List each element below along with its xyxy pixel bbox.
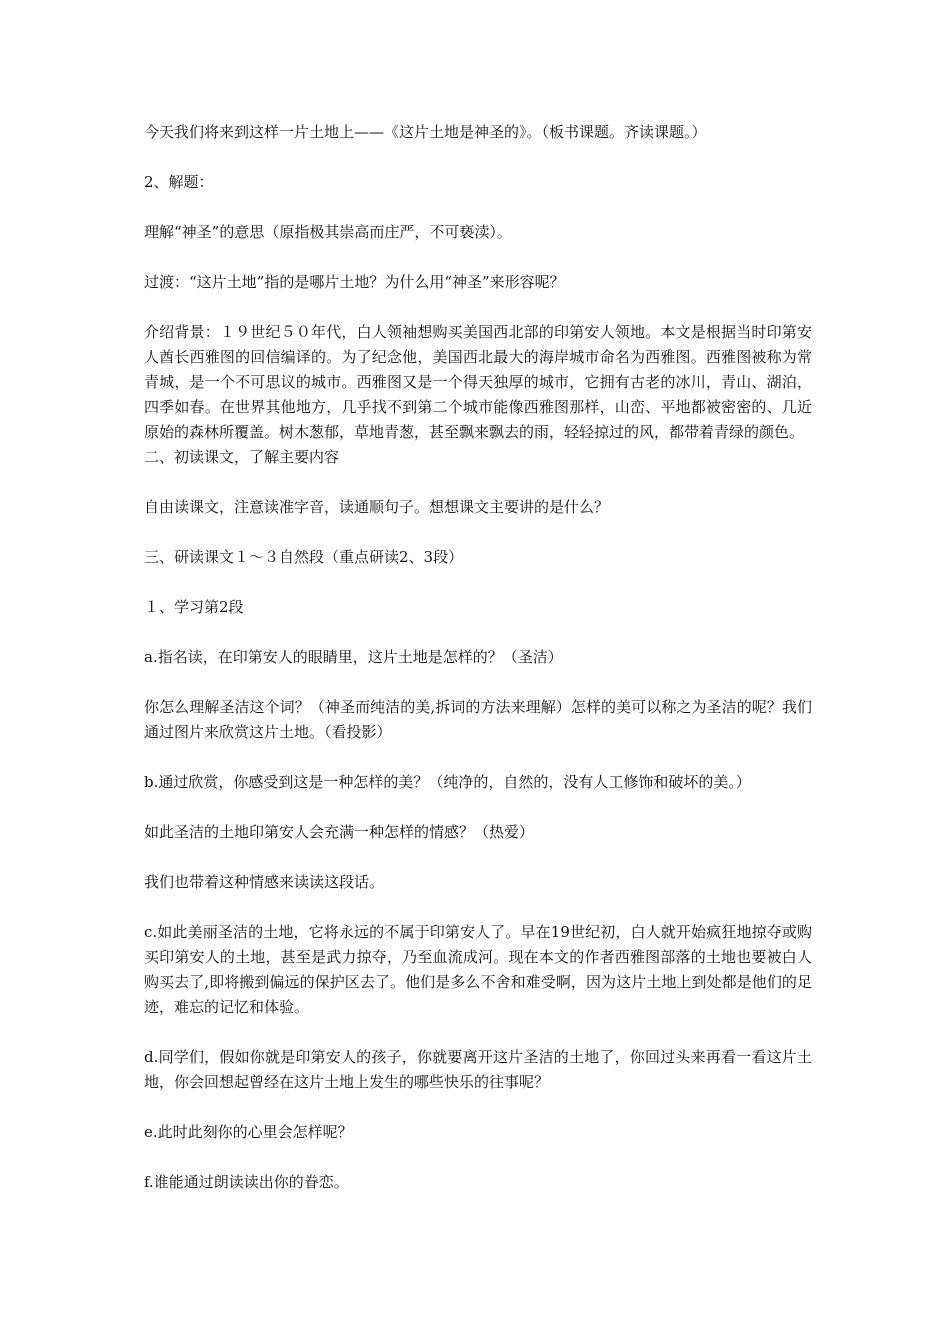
paragraph-shengjie-understanding: 你怎么理解圣洁这个词？（神圣而纯洁的美,拆词的方法来理解）怎样的美可以称之为圣洁的呢？我们通过图片来欣赏这片土地。（看投影） bbox=[144, 698, 812, 741]
item-b: b.通过欣赏，你感受到这是一种怎样的美？（纯净的，自然的，没有人工修饰和破坏的美。） bbox=[144, 773, 751, 791]
item-e: e.此时此刻你的心里会怎样呢？ bbox=[144, 1123, 353, 1141]
paragraph-shensheng-meaning: 理解“神圣”的意思（原指极其崇高而庄严，不可亵渎）。 bbox=[144, 223, 512, 241]
item-f: f.谁能通过朗读读出你的眷恋。 bbox=[144, 1173, 349, 1191]
intro-paragraph: 今天我们将来到这样一片土地上——《这片土地是神圣的》。（板书课题。齐读课题。） bbox=[144, 123, 707, 141]
paragraph-transition: 过渡：“这片土地”指的是哪片土地？为什么用“神圣”来形容呢？ bbox=[144, 273, 565, 291]
section-heading-jieti: 2、解题： bbox=[144, 173, 214, 191]
document-body bbox=[144, 120, 812, 1195]
paragraph-background: 介绍背景：１９世纪５０年代，白人领袖想购买美国西北部的印第安人领地。本文是根据当时印第安人酋长西雅图的回信编译的。为了纪念他，美国西北最大的海岸城市命名为西雅图。西雅图被称为常青城，是一个不可思议的城市。西雅图又是一个得天独厚的城市，它拥有古老的冰川，青山、湖泊，四季如春。在世界其他地方，几乎找不到第二个城市能像西雅图那样，山峦、平地都被密密的、几近原始的森林所覆盖。树木葱郁，草地青葱，甚至飘来飘去的雨，轻轻掠过的风，都带着青绿的颜色。 bbox=[144, 323, 812, 441]
subsection-heading-paragraph-2: １、学习第2段 bbox=[144, 598, 244, 616]
paragraph-read-together: 我们也带着这种情感来读读这段话。 bbox=[144, 873, 385, 891]
section-heading-study: 三、研读课文１～３自然段（重点研读2、3段） bbox=[144, 548, 464, 566]
paragraph-emotion: 如此圣洁的土地印第安人会充满一种怎样的情感？（热爱） bbox=[144, 823, 535, 841]
section-heading-first-reading: 二、初读课文，了解主要内容 bbox=[144, 448, 340, 466]
item-a: a.指名读，在印第安人的眼睛里，这片土地是怎样的？（圣洁） bbox=[144, 648, 563, 666]
paragraph-free-reading: 自由读课文，注意读准字音，读通顺句子。想想课文主要讲的是什么？ bbox=[144, 498, 610, 516]
item-c: c.如此美丽圣洁的土地，它将永远的不属于印第安人了。早在19世纪初，白人就开始疯狂地掠夺或购买印第安人的土地，甚至是武力掠夺，乃至血流成河。现在本文的作者西雅图部落的土地也要被白人购买去了,即将搬到偏远的保护区去了。他们是多么不舍和难受啊，因为这片土地上到处都是他们的足迹，难忘的记忆和体验。 bbox=[144, 923, 812, 1016]
item-d: d.同学们，假如你就是印第安人的孩子，你就要离开这片圣洁的土地了，你回过头来再看一看这片土地，你会回想起曾经在这片土地上发生的哪些快乐的往事呢？ bbox=[144, 1048, 812, 1091]
